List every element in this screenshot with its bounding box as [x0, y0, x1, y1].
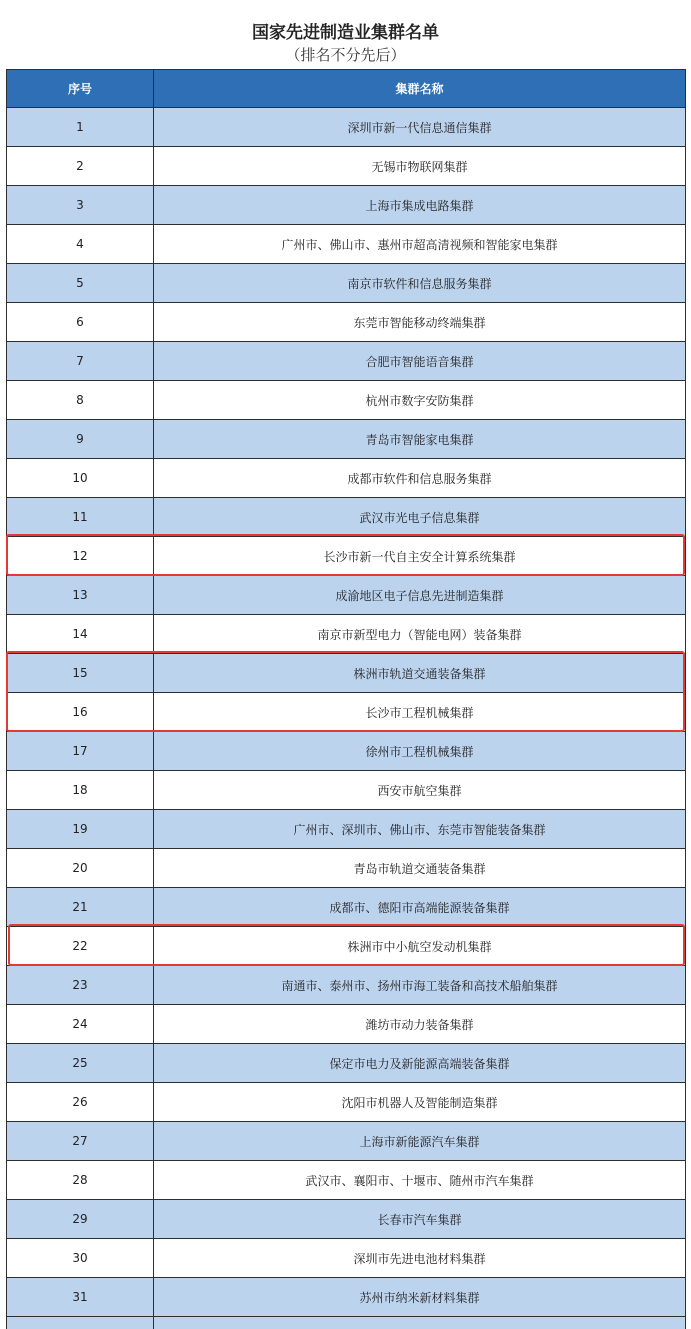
table-row: [7, 654, 686, 693]
row-index: 15: [7, 654, 154, 693]
row-cluster-name: 徐州市工程机械集群: [154, 732, 686, 771]
row-cluster-name: 武汉市光电子信息集群: [154, 498, 686, 537]
row-index: 5: [7, 264, 154, 303]
row-index: 18: [7, 771, 154, 810]
row-cluster-name: 南京市新型电力（智能电网）装备集群: [154, 615, 686, 654]
table-row: [7, 771, 686, 810]
row-index: 28: [7, 1161, 154, 1200]
table-row: [7, 537, 686, 576]
table-row: [7, 1044, 686, 1083]
row-index: 11: [7, 498, 154, 537]
row-index: 22: [7, 927, 154, 966]
row-index: 2: [7, 147, 154, 186]
row-index: 10: [7, 459, 154, 498]
row-index: 20: [7, 849, 154, 888]
table-row: [7, 810, 686, 849]
row-index: [7, 1317, 154, 1329]
row-cluster-name: 西安市航空集群: [154, 771, 686, 810]
row-cluster-name: 潍坊市动力装备集群: [154, 1005, 686, 1044]
row-index: 1: [7, 108, 154, 147]
row-index: 24: [7, 1005, 154, 1044]
cluster-table: [6, 69, 686, 1329]
row-cluster-name: 东莞市智能移动终端集群: [154, 303, 686, 342]
table-row: [7, 498, 686, 537]
row-index: 30: [7, 1239, 154, 1278]
header-index: 序号: [7, 70, 154, 108]
row-cluster-name: 苏州市纳米新材料集群: [154, 1278, 686, 1317]
table-row: [7, 1200, 686, 1239]
row-index: 3: [7, 186, 154, 225]
page-subtitle: （排名不分先后）: [285, 46, 406, 64]
row-cluster-name: 无锡市物联网集群: [154, 147, 686, 186]
row-cluster-name: 武汉市、襄阳市、十堰市、随州市汽车集群: [154, 1161, 686, 1200]
table-row: [7, 303, 686, 342]
table-row: [7, 264, 686, 303]
row-cluster-name: 南京市软件和信息服务集群: [154, 264, 686, 303]
row-index: 7: [7, 342, 154, 381]
table-row: [7, 186, 686, 225]
table-row: [7, 420, 686, 459]
row-index: 16: [7, 693, 154, 732]
row-index: 19: [7, 810, 154, 849]
table-row: [7, 1161, 686, 1200]
row-cluster-name: 长春市汽车集群: [154, 1200, 686, 1239]
table-row: [7, 888, 686, 927]
row-cluster-name: 成都市软件和信息服务集群: [154, 459, 686, 498]
row-index: 23: [7, 966, 154, 1005]
row-index: 27: [7, 1122, 154, 1161]
table-row: [7, 147, 686, 186]
table-row: [7, 693, 686, 732]
row-cluster-name: 广州市、深圳市、佛山市、东莞市智能装备集群: [154, 810, 686, 849]
row-index: 26: [7, 1083, 154, 1122]
row-cluster-name: 合肥市智能语音集群: [154, 342, 686, 381]
table-row: [7, 576, 686, 615]
header-cluster-name: 集群名称: [154, 70, 686, 108]
table-body: [7, 108, 686, 1329]
row-index: 9: [7, 420, 154, 459]
row-cluster-name: 深圳市新一代信息通信集群: [154, 108, 686, 147]
row-cluster-name: 深圳市先进电池材料集群: [154, 1239, 686, 1278]
table-row: [7, 732, 686, 771]
table-row: [7, 849, 686, 888]
cluster-table-container: [6, 69, 685, 1329]
row-cluster-name: 沈阳市机器人及智能制造集群: [154, 1083, 686, 1122]
row-index: 8: [7, 381, 154, 420]
row-index: 21: [7, 888, 154, 927]
page-title: 国家先进制造业集群名单: [252, 23, 439, 43]
row-cluster-name: 长沙市工程机械集群: [154, 693, 686, 732]
row-index: 14: [7, 615, 154, 654]
table-row-partial: [7, 1317, 686, 1329]
row-cluster-name: 青岛市智能家电集群: [154, 420, 686, 459]
row-index: 29: [7, 1200, 154, 1239]
row-index: 12: [7, 537, 154, 576]
row-cluster-name: 青岛市轨道交通装备集群: [154, 849, 686, 888]
table-row: [7, 381, 686, 420]
row-cluster-name: [154, 1317, 686, 1329]
table-row: [7, 966, 686, 1005]
table-row: [7, 459, 686, 498]
table-row: [7, 927, 686, 966]
row-cluster-name: 上海市集成电路集群: [154, 186, 686, 225]
row-index: 17: [7, 732, 154, 771]
row-cluster-name: 长沙市新一代自主安全计算系统集群: [154, 537, 686, 576]
row-cluster-name: 南通市、泰州市、扬州市海工装备和高技术船舶集群: [154, 966, 686, 1005]
table-row: [7, 342, 686, 381]
table-row: [7, 1278, 686, 1317]
table-row: [7, 1005, 686, 1044]
table-row: [7, 108, 686, 147]
row-cluster-name: 保定市电力及新能源高端装备集群: [154, 1044, 686, 1083]
row-index: 31: [7, 1278, 154, 1317]
table-header-row: [7, 70, 686, 108]
row-cluster-name: 广州市、佛山市、惠州市超高清视频和智能家电集群: [154, 225, 686, 264]
table-row: [7, 1239, 686, 1278]
row-cluster-name: 成都市、德阳市高端能源装备集群: [154, 888, 686, 927]
row-cluster-name: 上海市新能源汽车集群: [154, 1122, 686, 1161]
row-index: 6: [7, 303, 154, 342]
table-row: [7, 225, 686, 264]
row-cluster-name: 株洲市轨道交通装备集群: [154, 654, 686, 693]
row-index: 4: [7, 225, 154, 264]
row-cluster-name: 成渝地区电子信息先进制造集群: [154, 576, 686, 615]
table-row: [7, 615, 686, 654]
row-cluster-name: 杭州市数字安防集群: [154, 381, 686, 420]
table-row: [7, 1083, 686, 1122]
row-index: 25: [7, 1044, 154, 1083]
row-cluster-name: 株洲市中小航空发动机集群: [154, 927, 686, 966]
row-index: 13: [7, 576, 154, 615]
table-row: [7, 1122, 686, 1161]
